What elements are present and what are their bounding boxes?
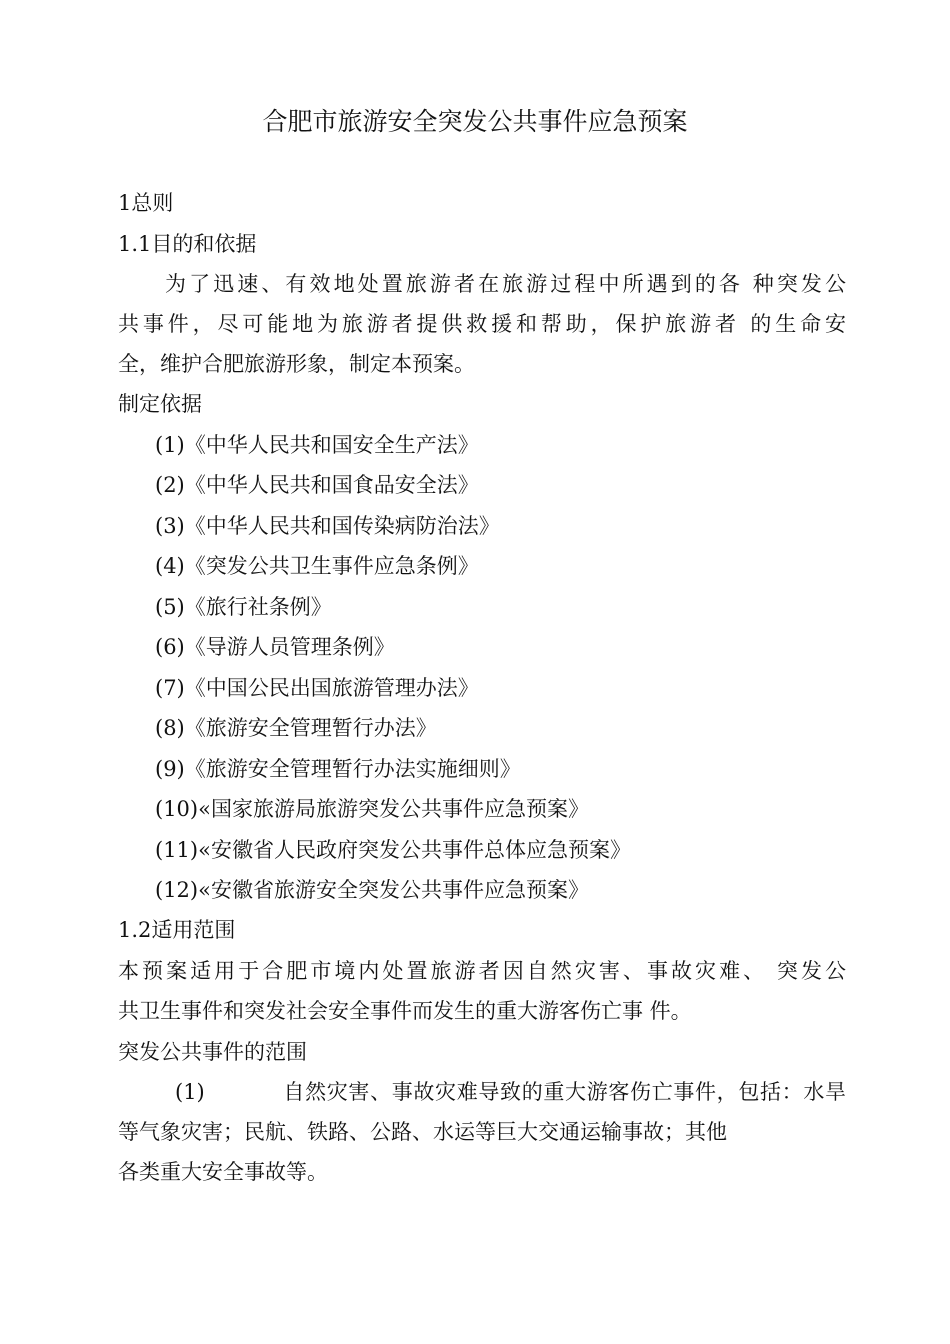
basis-item-4: (4)《突发公共卫生事件应急条例》 bbox=[155, 554, 479, 578]
purpose-paragraph-line-2: 共事件，尽可能地为旅游者提供救援和帮助，保护旅游者 的生命安 bbox=[118, 312, 846, 336]
basis-item-10: (10)«国家旅游局旅游突发公共事件应急预案》 bbox=[155, 797, 589, 821]
event-item-1-line-2: 等气象灾害；民航、铁路、公路、水运等巨大交通运输事故；其他 bbox=[118, 1120, 727, 1144]
basis-item-1: (1)《中华人民共和国安全生产法》 bbox=[155, 433, 479, 457]
basis-item-8: (8)《旅游安全管理暂行办法》 bbox=[155, 716, 437, 740]
event-item-1-line-1 bbox=[175, 1077, 846, 1107]
scope-paragraph-line-2: 共卫生事件和突发社会安全事件而发生的重大游客伤亡事 件。 bbox=[118, 999, 692, 1023]
basis-item-3: (3)《中华人民共和国传染病防治法》 bbox=[155, 514, 500, 538]
section-heading-scope: 1.2适用范围 bbox=[118, 918, 236, 942]
basis-item-9: (9)《旅游安全管理暂行办法实施细则》 bbox=[155, 757, 521, 781]
basis-item-7: (7)《中国公民出国旅游管理办法》 bbox=[155, 676, 479, 700]
basis-item-6: (6)《导游人员管理条例》 bbox=[155, 635, 395, 659]
event-scope-heading: 突发公共事件的范围 bbox=[118, 1040, 307, 1064]
event-item-1-line-3: 各类重大安全事故等。 bbox=[118, 1160, 328, 1184]
event-item-number: (1) bbox=[175, 1080, 205, 1104]
section-heading-general: 1总则 bbox=[118, 191, 174, 215]
basis-item-11: (11)«安徽省人民政府突发公共事件总体应急预案》 bbox=[155, 838, 631, 862]
purpose-paragraph-line-1: 为了迅速、有效地处置旅游者在旅游过程中所遇到的各 种突发公 bbox=[165, 272, 846, 296]
basis-item-5: (5)《旅行社条例》 bbox=[155, 595, 332, 619]
purpose-paragraph-line-3: 全，维护合肥旅游形象，制定本预案。 bbox=[118, 352, 475, 376]
event-item-1-text: 自然灾害、事故灾难导致的重大游客伤亡事件，包括：水旱 bbox=[282, 1080, 846, 1104]
basis-item-12: (12)«安徽省旅游安全突发公共事件应急预案》 bbox=[155, 878, 589, 902]
document-title: 合肥市旅游安全突发公共事件应急预案 bbox=[262, 107, 688, 136]
section-heading-purpose: 1.1目的和依据 bbox=[118, 232, 257, 256]
scope-paragraph-line-1: 本预案适用于合肥市境内处置旅游者因自然灾害、事故灾难、 突发公 bbox=[118, 959, 846, 983]
basis-item-2: (2)《中华人民共和国食品安全法》 bbox=[155, 473, 479, 497]
basis-heading: 制定依据 bbox=[118, 392, 202, 416]
